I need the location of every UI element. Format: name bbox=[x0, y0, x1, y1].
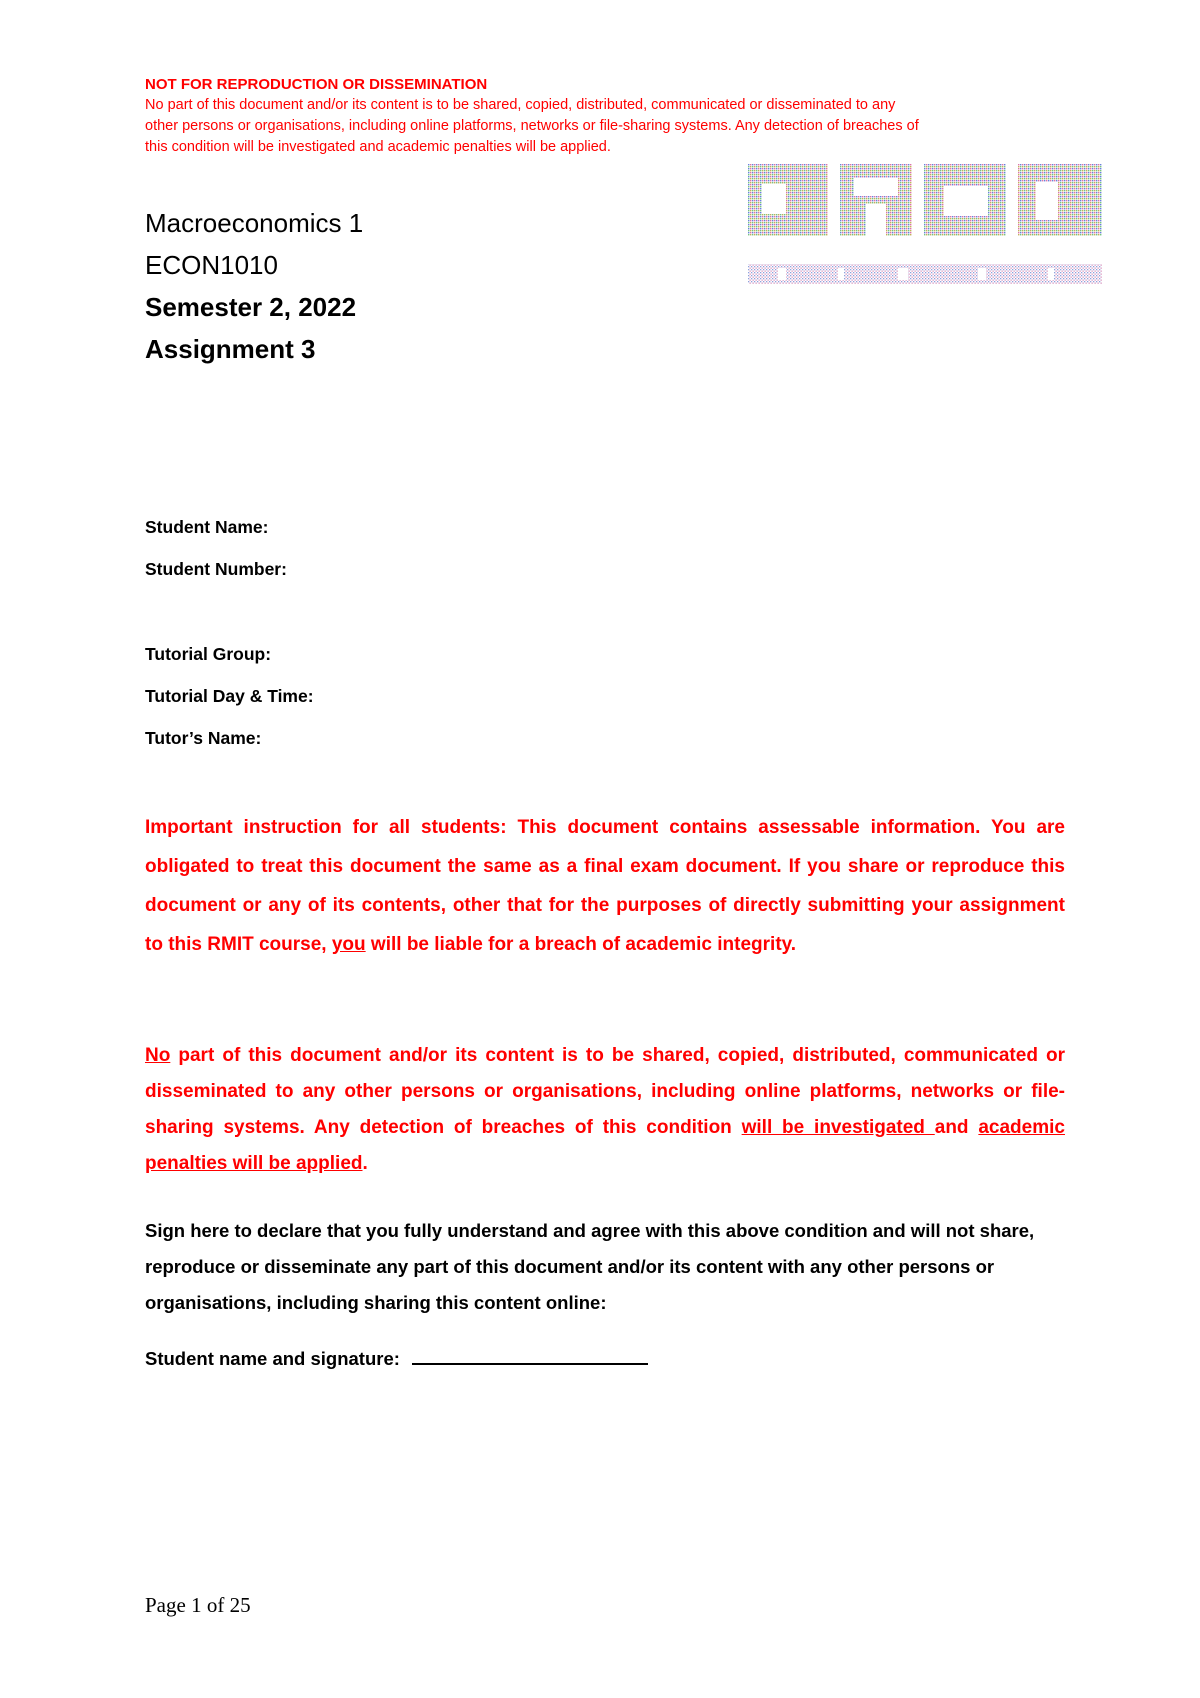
instruction-2-no: No bbox=[145, 1045, 171, 1066]
instruction-1-end: will be liable for a breach of academic integrity. bbox=[365, 934, 797, 955]
instruction-1-text: Important instruction for all students: This document contains assessable information. You are obligated to treat this document the same as a final exam document. If you share or reproduce this document or any of its contents, other that for the purposes of directly submitting your assignment to this RMIT course, bbox=[145, 817, 1065, 955]
instruction-paragraph-2 bbox=[145, 1038, 1065, 1182]
title-block bbox=[145, 202, 363, 370]
instruction-paragraph-1 bbox=[145, 808, 1065, 964]
notice-body bbox=[145, 95, 1070, 158]
tutorial-day-time-label: Tutorial Day & Time: bbox=[145, 686, 314, 706]
instruction-2-investigated: will be investigated bbox=[741, 1117, 935, 1138]
signature-row bbox=[145, 1345, 648, 1370]
instruction-2-period: . bbox=[362, 1153, 368, 1174]
declaration-text: Sign here to declare that you fully understand and agree with this above condition and will not share, reproduce or disseminate any part of this document and/or its content with any other persons or organisations, including sharing this content online: bbox=[145, 1220, 1035, 1313]
signature-line[interactable] bbox=[412, 1345, 648, 1365]
notice-line-1: No part of this document and/or its content is to be shared, copied, distributed, communicated or disseminated to any bbox=[145, 97, 896, 113]
tutorial-group-label: Tutorial Group: bbox=[145, 644, 272, 664]
student-name-label: Student Name: bbox=[145, 517, 269, 537]
university-logo bbox=[748, 164, 1108, 294]
course-code: ECON1010 bbox=[145, 250, 278, 280]
instruction-1-underlined: you bbox=[331, 934, 366, 955]
assignment-label: Assignment 3 bbox=[145, 334, 316, 364]
notice-title: NOT FOR REPRODUCTION OR DISSEMINATION bbox=[145, 76, 488, 93]
signature-label: Student name and signature: bbox=[145, 1348, 400, 1369]
tutor-name-label: Tutor’s Name: bbox=[145, 728, 262, 748]
instruction-2-penalties: academic penalties will be applied bbox=[145, 1117, 1065, 1174]
instruction-2-text: part of this document and/or its content is to be shared, copied, distributed, communicated or disseminated to any other persons or organisations, including online platforms, networks or file-sharing systems. Any detection of breaches of this condition bbox=[145, 1045, 1065, 1138]
instruction-2-and: and bbox=[934, 1117, 979, 1138]
notice-line-2: other persons or organisations, including online platforms, networks or file-sharing systems. Any detection of breaches of bbox=[145, 118, 919, 134]
student-number-label: Student Number: bbox=[145, 559, 287, 579]
page-number: Page 1 of 25 bbox=[145, 1593, 251, 1617]
course-name: Macroeconomics 1 bbox=[145, 208, 364, 238]
notice-line-3: this condition will be investigated and academic penalties will be applied. bbox=[145, 139, 611, 155]
semester-label: Semester 2, 2022 bbox=[145, 292, 357, 322]
dissemination-notice bbox=[145, 74, 1070, 158]
